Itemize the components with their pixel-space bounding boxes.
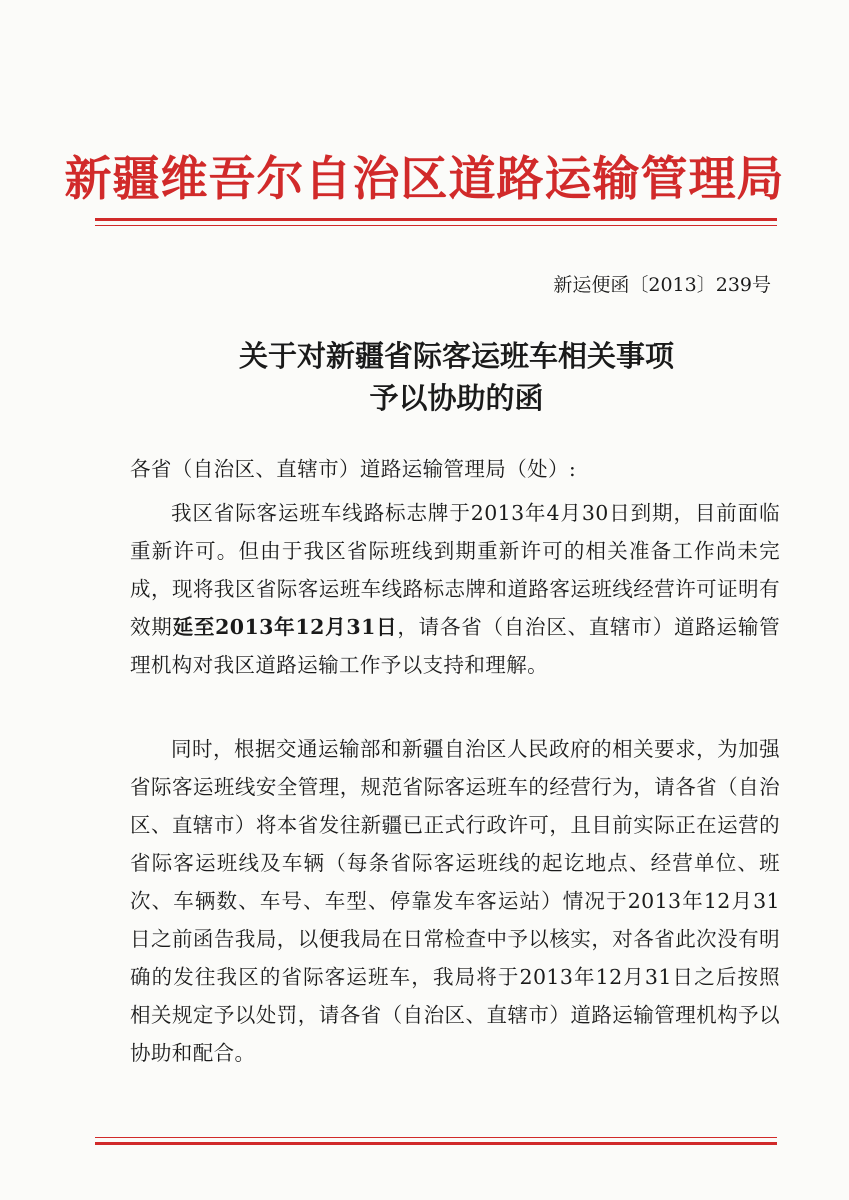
letterhead-org-name: 新疆维吾尔自治区道路运输管理局 [64,152,785,207]
document-title-line-2: 予以协助的函 [369,381,544,415]
salutation: 各省（自治区、直辖市）道路运输管理局（处）: [130,457,577,481]
red-rule-thin-line [95,225,777,226]
document-title-line-1: 关于对新疆省际客运班车相关事项 [238,339,674,373]
footer-red-rule [95,1137,777,1145]
paragraph-1-emphasized-date: 延至2013年12月31日 [172,615,398,639]
letterhead-red-rule [95,218,777,226]
body-paragraph-2: 同时，根据交通运输部和新疆自治区人民政府的相关要求，为加强省际客运班线安全管理，规范省际客运班车的经营行为，请各省（自治区、直辖市）将本省发往新疆已正式行政许可，且目前实际正在运营的省际客运班线及车辆（每条省际客运班线的起讫地点、经营单位、班次、车辆数、车号、车型、停靠发车客运站）情况于2013年12月31日之前函告我局，以便我局在日常检查中予以核实，对各省此次没有明确的发往我区的省际客运班车，我局将于2013年12月31日之后按照相关规定予以处罚，请各省（自治区、直辖市）道路运输管理机构予以协助和配合。 [130,737,780,1065]
footer-rule-thick-line [95,1142,777,1145]
paragraph-1-text-after: ，请各省（自治区、直辖市）道路运输管理机构对我区道路运输工作予以支持和理解。 [130,615,780,677]
paragraph-1-text-before: 我区省际客运班车线路标志牌于2013年4月30日到期，目前面临重新许可。但由于我区省际班线到期重新许可的相关准备工作尚未完成，现将我区省际客运班车线路标志牌和道路客运班线经营许可证明有效期 [130,501,780,639]
document-number: 新运便函〔2013〕239号 [553,274,771,296]
footer-rule-thin-line [95,1137,777,1138]
body-paragraph-1 [130,494,780,684]
red-rule-thick-line [95,218,777,221]
